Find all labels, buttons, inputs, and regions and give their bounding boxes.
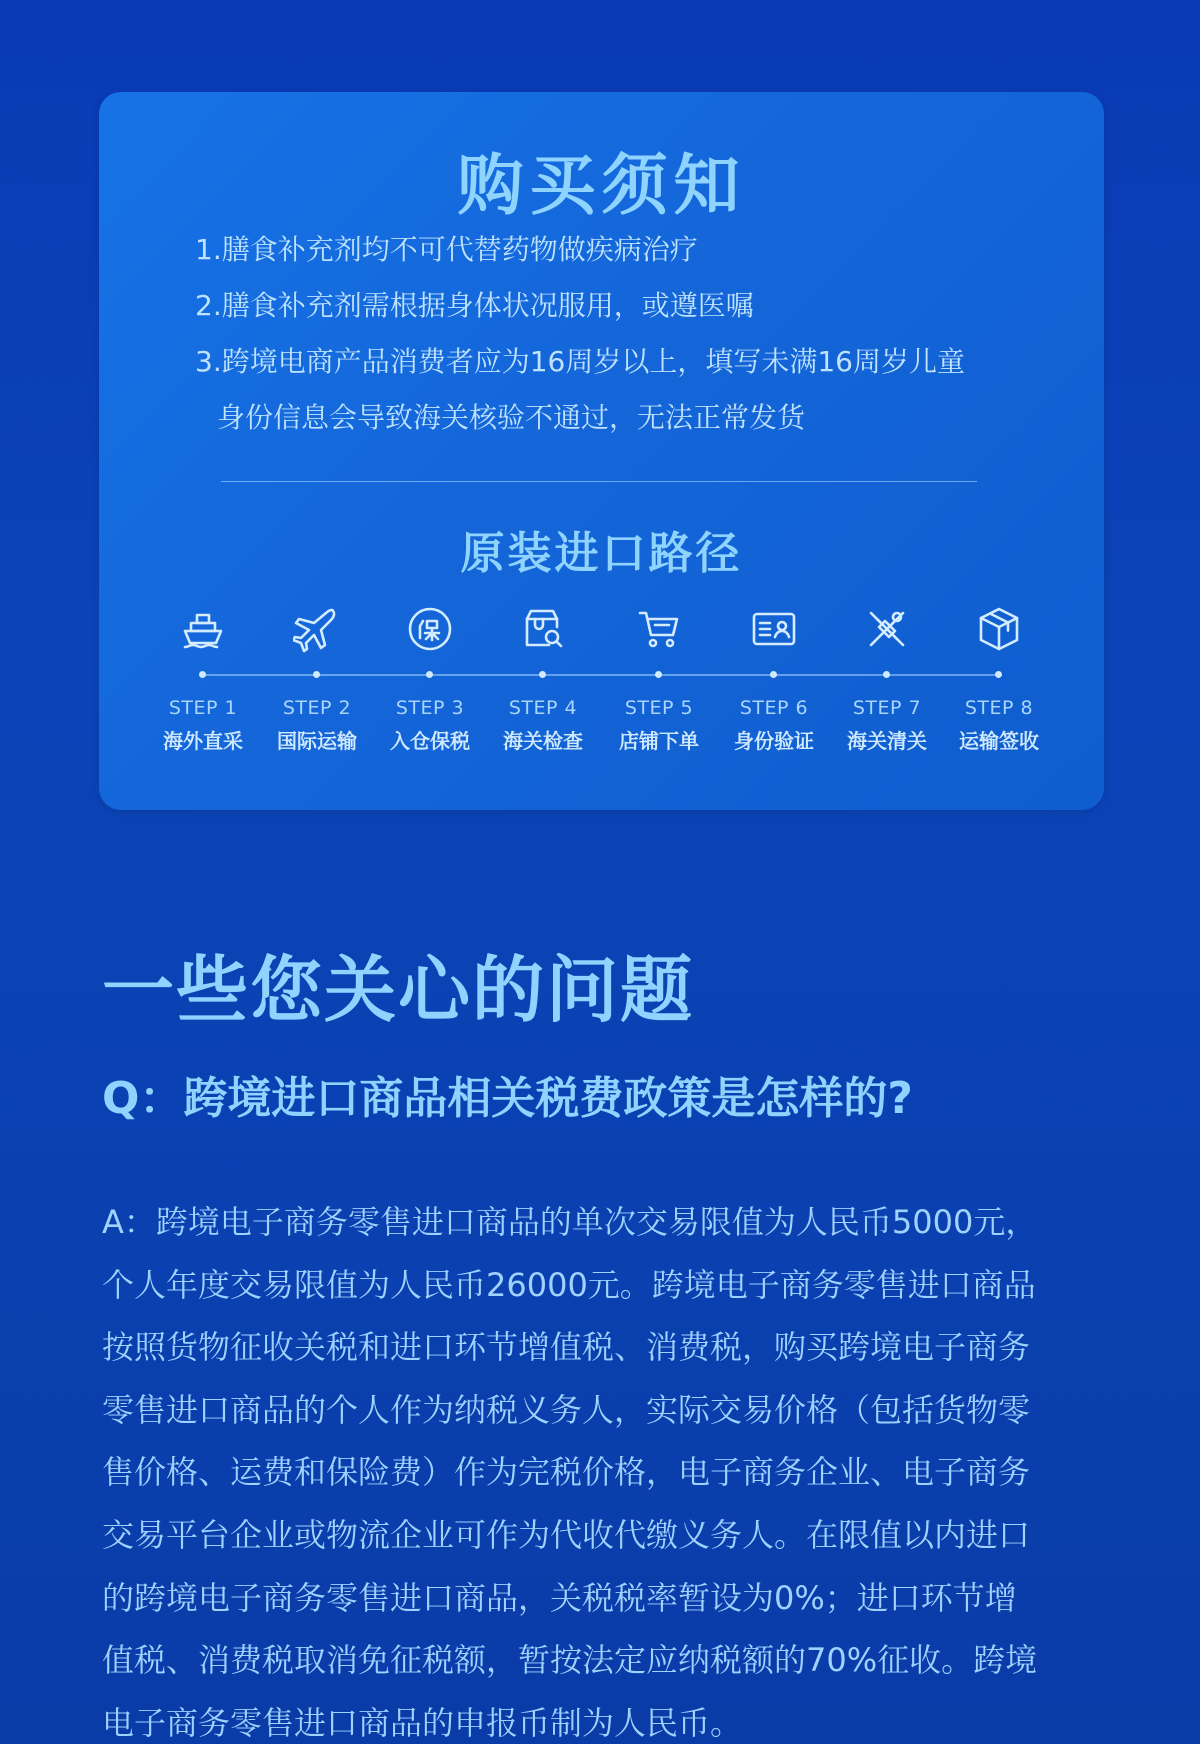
step-number: STEP 8 xyxy=(964,697,1034,719)
step-7 xyxy=(827,605,947,753)
answer-line: A：跨境电子商务零售进口商品的单次交易限值为人民币5000元， xyxy=(102,1203,1038,1241)
step-name: 入仓保税 xyxy=(390,729,470,753)
step-number: STEP 6 xyxy=(739,697,809,719)
step-name: 海关检查 xyxy=(503,729,583,753)
notice-list xyxy=(195,222,965,446)
notice-item-continued: 身份信息会导致海关核验不通过，无法正常发货 xyxy=(217,401,806,434)
cart-icon xyxy=(635,605,683,653)
step-6 xyxy=(714,605,834,753)
notice-title: 购买须知 xyxy=(457,147,746,224)
answer-line: 值税、消费税取消免征税额，暂按法定应纳税额的70%征收。跨境 xyxy=(102,1641,1038,1680)
bonded-icon xyxy=(406,605,454,653)
notice-item: 2.膳食补充剂需根据身体状况服用，或遵医嘱 xyxy=(195,289,754,322)
step-1 xyxy=(143,605,263,753)
step-number: STEP 5 xyxy=(624,697,694,719)
purchase-notice-card xyxy=(99,92,1104,810)
step-dot xyxy=(539,671,546,678)
step-name: 海外直采 xyxy=(163,729,243,753)
step-name: 店铺下单 xyxy=(619,729,699,753)
step-timeline-line xyxy=(203,674,999,676)
step-3 xyxy=(370,605,490,753)
step-name: 海关清关 xyxy=(847,729,927,753)
step-dot xyxy=(655,671,662,678)
notice-item: 1.膳食补充剂均不可代替药物做疾病治疗 xyxy=(195,233,698,266)
step-number: STEP 2 xyxy=(282,697,352,719)
step-dot xyxy=(426,671,433,678)
step-5 xyxy=(599,605,719,753)
step-number: STEP 1 xyxy=(168,697,238,719)
step-dot xyxy=(883,671,890,678)
package-icon xyxy=(975,605,1023,653)
faq-answer xyxy=(102,1191,1102,1744)
answer-line: 交易平台企业或物流企业可作为代收代缴义务人。在限值以内进口 xyxy=(102,1515,1031,1554)
section-divider xyxy=(221,481,977,482)
step-8 xyxy=(939,605,1059,753)
ship-icon xyxy=(179,605,227,653)
notice-item: 3.跨境电商产品消费者应为16周岁以上，填写未满16周岁儿童 xyxy=(195,345,965,378)
step-name: 国际运输 xyxy=(277,729,357,753)
inspection-icon xyxy=(519,605,567,653)
step-name: 身份验证 xyxy=(734,729,814,753)
answer-line: 的跨境电子商务零售进口商品，关税税率暂设为0%；进口环节增 xyxy=(102,1578,1017,1617)
step-number: STEP 3 xyxy=(395,697,465,719)
answer-line: 按照货物征收关税和进口环节增值税、消费税，购买跨境电子商务 xyxy=(102,1328,1031,1367)
step-number: STEP 4 xyxy=(508,697,578,719)
answer-line: 电子商务零售进口商品的申报币制为人民币。 xyxy=(102,1703,743,1742)
step-dot xyxy=(770,671,777,678)
faq-heading: 一些您关心的问题 xyxy=(102,948,695,1032)
step-dot xyxy=(199,671,206,678)
answer-line: 零售进口商品的个人作为纳税义务人，实际交易价格（包括货物零 xyxy=(102,1390,1031,1429)
step-name: 运输签收 xyxy=(959,729,1039,753)
airplane-icon xyxy=(293,605,341,653)
customs-clearance-icon xyxy=(863,605,911,653)
step-dot xyxy=(995,671,1002,678)
step-2 xyxy=(257,605,377,753)
id-card-icon xyxy=(750,605,798,653)
step-number: STEP 7 xyxy=(852,697,922,719)
answer-line: 售价格、运费和保险费）作为完税价格，电子商务企业、电子商务 xyxy=(102,1453,1031,1492)
answer-line: 个人年度交易限值为人民币26000元。跨境电子商务零售进口商品 xyxy=(102,1265,1036,1304)
route-title: 原装进口路径 xyxy=(460,528,743,579)
faq-question: Q：跨境进口商品相关税费政策是怎样的? xyxy=(102,1073,913,1124)
step-dot xyxy=(313,671,320,678)
step-4 xyxy=(483,605,603,753)
